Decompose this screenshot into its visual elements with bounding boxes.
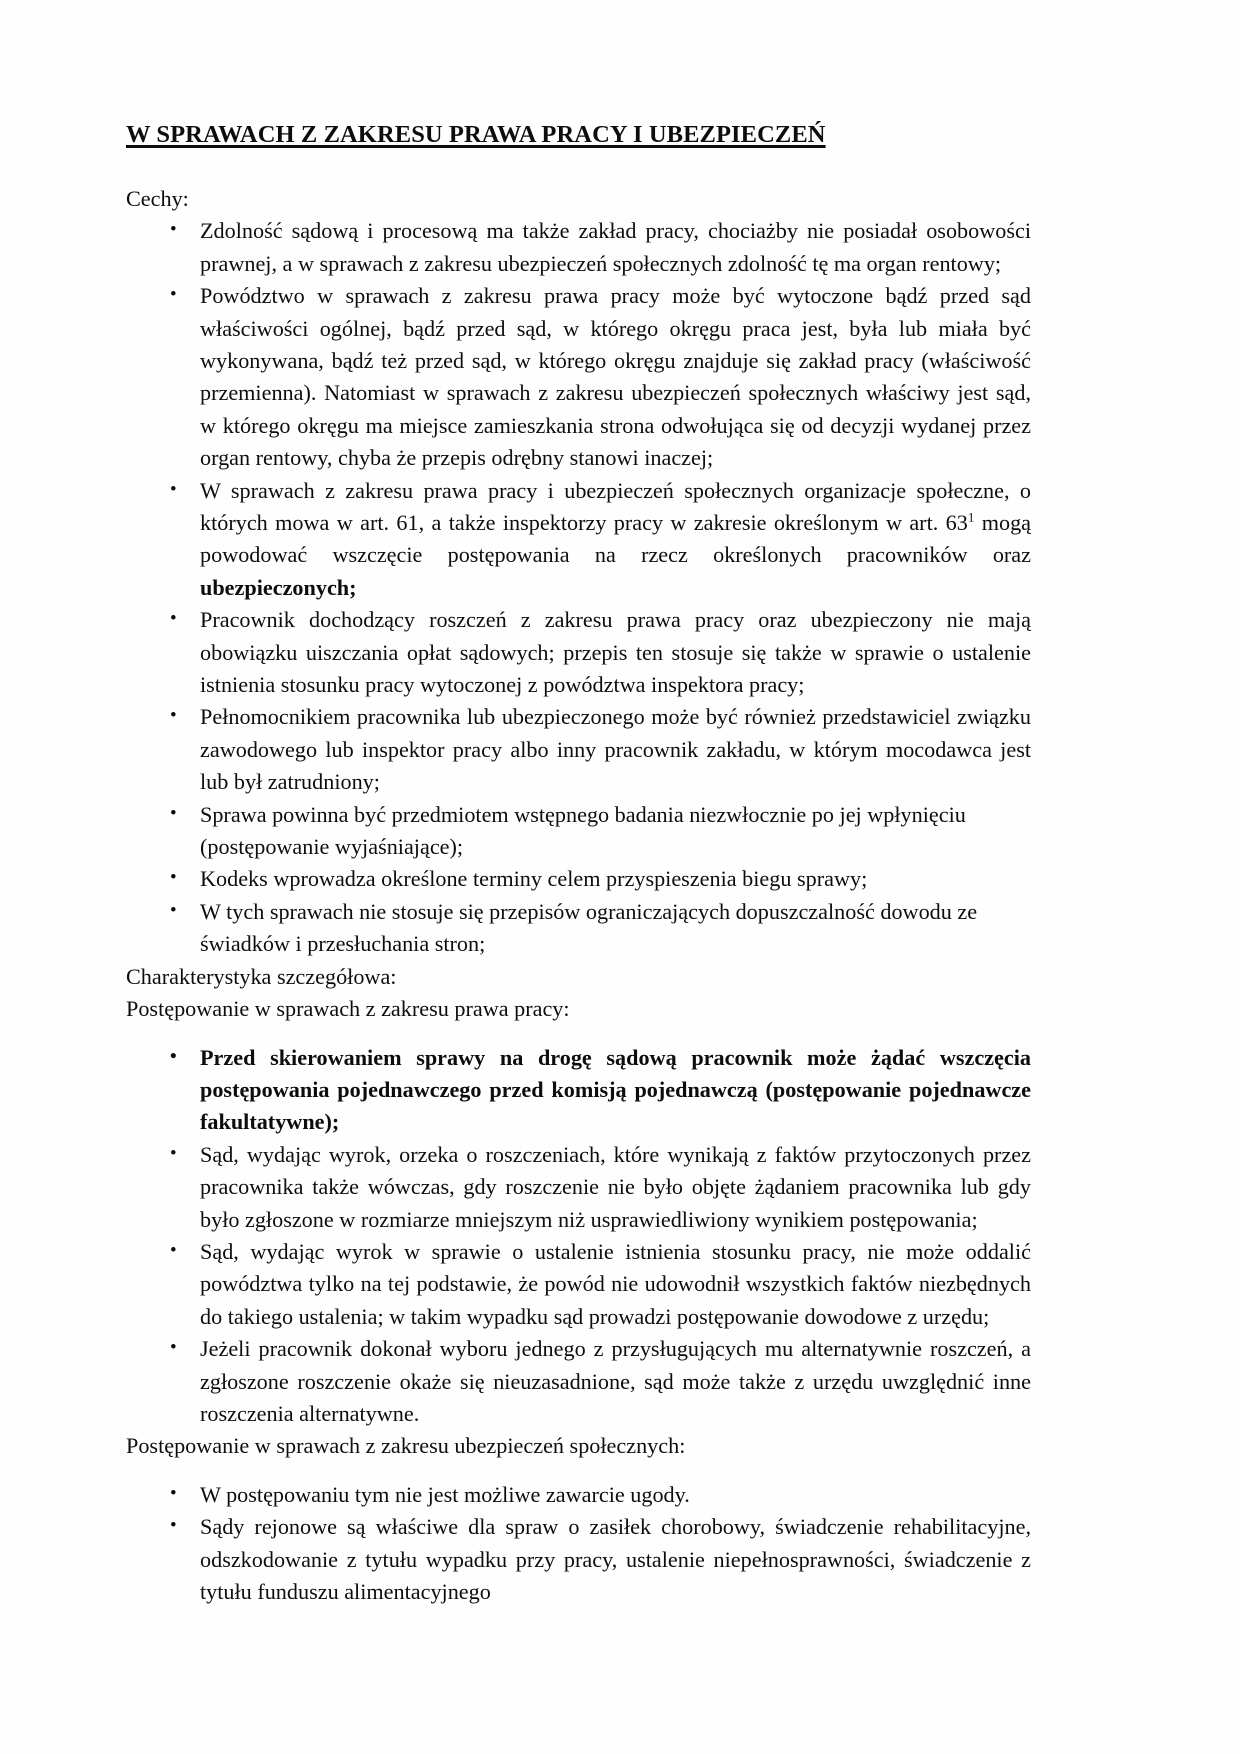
list-item: • W tych sprawach nie stosuje się przepisów ograniczających dopuszczalność dowodu ze świadków i przesłuchania stron; <box>126 896 1031 961</box>
list-item: • W postępowaniu tym nie jest możliwe zawarcie ugody. <box>126 1479 1031 1511</box>
features-heading: Cechy: <box>126 185 189 211</box>
detail-heading: Charakterystyka szczegółowa: <box>126 963 397 989</box>
list-item: • Zdolność sądową i procesową ma także zakład pracy, chociażby nie posiadał osobowości prawnej, a w sprawach z zakresu ubezpieczeń społecznych zdolność tę ma organ rentowy; <box>126 215 1031 280</box>
list-item: • Sądy rejonowe są właściwe dla spraw o zasiłek chorobowy, świadczenie rehabilitacyjne, odszkodowanie z tytułu wypadku przy pracy, ustalenie niepełnosprawności, świadczenie z tytułu funduszu alimentacyjnego <box>126 1511 1031 1608</box>
labour-procedure-heading: Postępowanie w sprawach z zakresu prawa pracy: <box>126 996 570 1022</box>
page-title: W SPRAWACH Z ZAKRESU PRAWA PRACY I UBEZPIECZEŃ <box>126 121 826 148</box>
list-item: • Przed skierowaniem sprawy na drogę sądową pracownik może żądać wszczęcia postępowania pojednawczego przed komisją pojednawczą (postępowanie pojednawcze fakultatywne); <box>126 1042 1031 1139</box>
list-item-continuation: mogą powodować wszczęcie postępowania na rzecz określonych pracowników oraz <box>200 510 1032 568</box>
footnote-marker: 1 <box>967 509 975 525</box>
list-item-text: W sprawach z zakresu prawa pracy i ubezpieczeń społecznych organizacje społeczne, o których mowa w art. 61, a także inspektorzy pracy w zakresie określonym w art. 63 <box>200 477 1031 535</box>
list-item: • Pracownik dochodzący roszczeń z zakresu prawa pracy oraz ubezpieczony nie mają obowiązku uiszczania opłat sądowych; przepis ten stosuje się także w sprawie o ustalenie istnienia stosunku pracy wytoczonej z powództwa inspektora pracy; <box>126 604 1031 701</box>
list-item: • Sąd, wydając wyrok w sprawie o ustalenie istnienia stosunku pracy, nie może oddalić powództwa tylko na tej podstawie, że powód nie udowodnił wszystkich faktów niezbędnych do takiego ustalenia; w takim wypadku sąd prowadzi postępowanie dowodowe z urzędu; <box>126 1236 1031 1333</box>
list-item: • Powództwo w sprawach z zakresu prawa pracy może być wytoczone bądź przed sąd właściwości ogólnej, bądź przed sąd, w którego okręgu praca jest, była lub miała być wykonywana, bądź też przed sąd, w którego okręgu znajduje się zakład pracy (właściwość przemienna). Natomiast w sprawach z zakresu ubezpieczeń społecznych właściwy jest sąd, w którego okręgu ma miejsce zamieszkania strona odwołująca się od decyzji wydanej przez organ rentowy, chyba że przepis odrębny stanowi inaczej; <box>126 280 1031 474</box>
list-item: • Jeżeli pracownik dokonał wyboru jednego z przysługujących mu alternatywnie roszczeń, a zgłoszone roszczenie okaże się nieuzasadnione, sąd może także z urzędu uwzględnić inne roszczenia alternatywne. <box>126 1333 1031 1430</box>
features-list <box>126 215 1031 960</box>
spacer <box>126 1463 1031 1479</box>
spacer <box>126 1026 1031 1042</box>
list-item: • Sąd, wydając wyrok, orzeka o roszczeniach, które wynikają z faktów przytoczonych przez pracownika także wówczas, gdy roszczenie nie było objęte żądaniem pracownika lub gdy było zgłoszone w rozmiarze mniejszym niż usprawiedliwiony wynikiem postępowania; <box>126 1139 1031 1236</box>
social-insurance-heading: Postępowanie w sprawach z zakresu ubezpieczeń społecznych: <box>126 1433 686 1459</box>
list-item-with-footnote <box>126 475 1031 605</box>
labour-procedure-list <box>126 1042 1031 1431</box>
list-item-bold-tail: ubezpieczonych; <box>200 574 357 600</box>
list-item: • Pełnomocnikiem pracownika lub ubezpieczonego może być również przedstawiciel związku zawodowego lub inspektor pracy albo inny pracownik zakładu, w którym mocodawca jest lub był zatrudniony; <box>126 701 1031 798</box>
list-item: • Sprawa powinna być przedmiotem wstępnego badania niezwłocznie po jej wpłynięciu (postępowanie wyjaśniające); <box>126 799 1031 864</box>
document-content <box>126 122 1031 1608</box>
social-insurance-list <box>126 1479 1031 1609</box>
list-item: • Kodeks wprowadza określone terminy celem przyspieszenia biegu sprawy; <box>126 863 1031 895</box>
